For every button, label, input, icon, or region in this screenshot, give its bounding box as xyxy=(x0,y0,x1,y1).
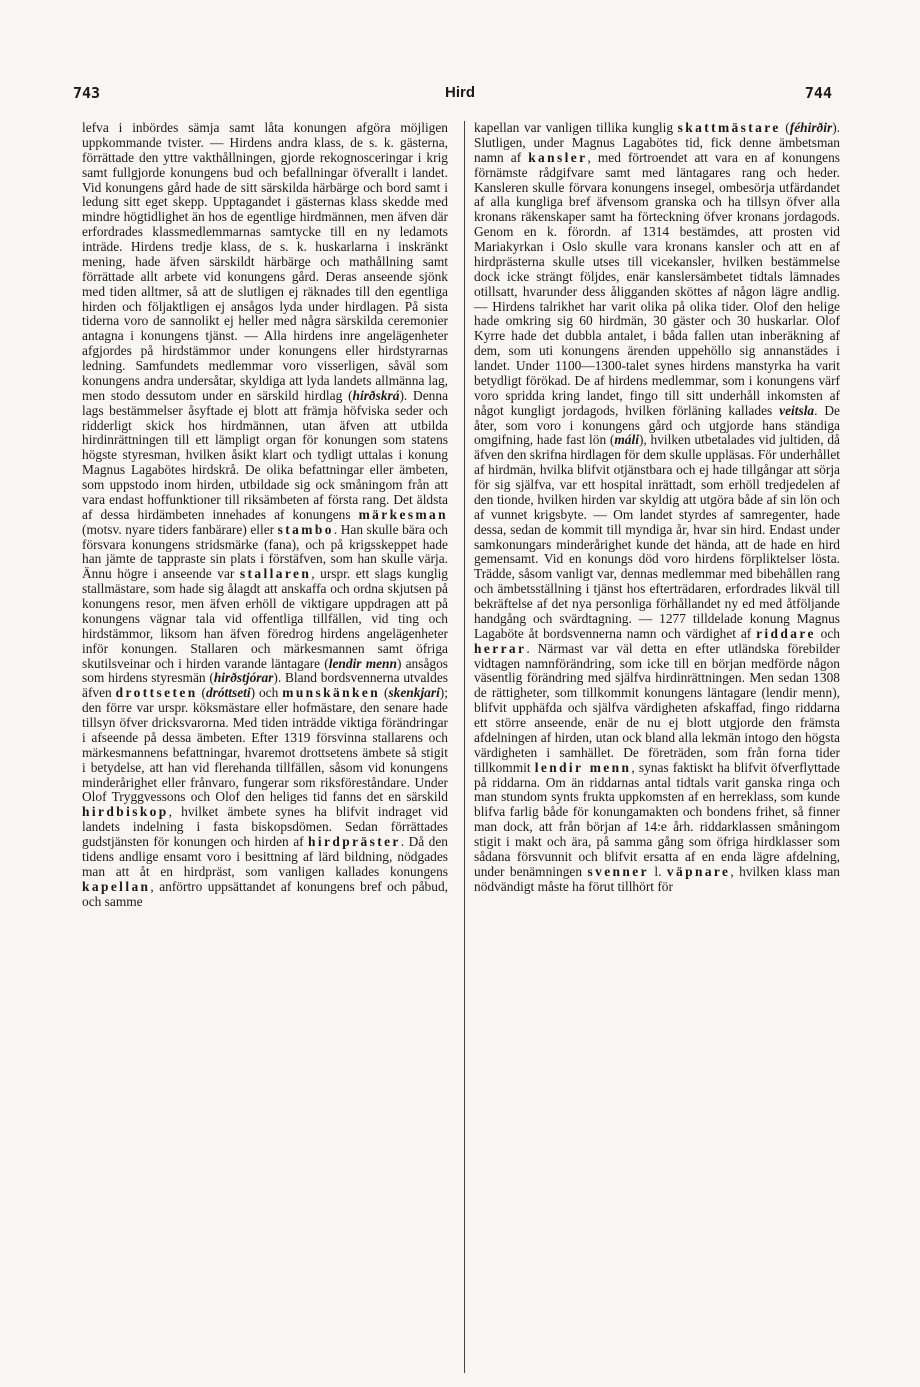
term-italic: veitsla xyxy=(779,402,815,418)
term-italic: skenkjari xyxy=(388,685,440,701)
text-run: . De åter, som voro i konungens gård och utgjorde hans ständiga omgifning, hade fast lön ( xyxy=(474,402,840,448)
column-divider xyxy=(464,121,465,1373)
term-italic: féhirðir xyxy=(789,121,833,135)
text-run: (motsv. nyare tiders fanbärare) eller xyxy=(82,521,278,537)
text-run: . Han skulle bära och försvara konungens stridsmärke (fana), och på krigsskeppet hade han jämte de tappraste sin plats i förstäfven, som han skulle värja. Ännu högre i anseende var xyxy=(82,521,448,582)
page-header xyxy=(0,84,920,108)
term-spaced: väpnare xyxy=(666,863,731,879)
text-run: l. xyxy=(648,863,667,879)
page-number-left: 743 xyxy=(73,84,101,102)
term-italic: máli xyxy=(614,432,639,448)
text-run: . Närmast var väl detta en efter utländska förebilder vidtagen namnförändring, som icke till en början medförde någon väsentlig förändring med själfva hirdinrättningen. Men sedan 1308 de rättigheter, som tillkommit konungens läntagare (lendir menn), blifvit upphäfda och själfva värdigheten afskaffad, fingo riddarna ett större anseende, enär de nu ej blott utgjorde den främsta afdelningen af hirden, utan ock bland alla lekmän intogo den högsta värdigheten i samhället. De företräden, som från forna tider tillkommit xyxy=(474,640,840,775)
text-run: ) ansågos som hirdens styresmän ( xyxy=(82,655,448,686)
term-spaced: lendir menn xyxy=(534,759,632,775)
text-run: ). Denna lags bestämmelser åsyftade ej blott att främja höfviska seder och ridderligt skick hos hirdmännen, utan äfven att utbilda hirdinrättningen till ett lämpligt organ för konungen som statens högste styresman, hvilken åsikt klart och tydligt uttalas i konung Magnus Lagabötes hirdskrå. De olika befattningar eller ämbeten, som uppstodo inom hirden, utbildade sig ock småningom från att vara endast hoffunktioner till riksämbeten af första rang. Det äldsta af dessa hirdämbeten innehades af konungens xyxy=(82,387,448,522)
term-spaced: svenner xyxy=(587,863,649,879)
text-run: ( xyxy=(780,121,790,135)
right-column-text xyxy=(474,121,840,895)
text-run: ). Slutligen, under Magnus Lagabötes tid, fick denne ämbetsman namn af xyxy=(474,121,840,165)
term-spaced: munskänken xyxy=(282,685,381,701)
text-run: ). Bland bordsvennerna utvaldes äfven xyxy=(82,670,448,701)
text-run: ); den förre var urspr. köksmästare eller hofmästare, den senare hade tillsyn öfver dricksvarorna. Med tiden inträdde viktiga förändringar i afseende på dessa ämbeten. Efter 1319 försvinna stallarens och märkesmannens befattningar, hvaremot drottsetens ämbete så stigit i betydelse, att han vid flerehanda tillfällen, såsom vid konungens minderårighet eller frånvaro, fungerar som riksföreståndare. Under Olof Tryggvessons och Olof den heliges tid fanns det en särskild xyxy=(82,685,448,805)
term-italic: dróttseti xyxy=(205,685,251,701)
text-run: , anförtro uppsättandet af konungens bref och påbud, och samme xyxy=(82,878,448,909)
term-spaced: kapellan xyxy=(82,878,151,894)
term-italic: lendir menn xyxy=(328,655,397,671)
term-spaced: stallaren xyxy=(239,566,312,582)
text-run: , hvilken klass man nödvändigt måste ha förut tillhört för xyxy=(474,863,840,894)
term-spaced: drottseten xyxy=(115,685,198,701)
term-spaced: herrar xyxy=(474,640,527,656)
term-italic: hirðskrá xyxy=(352,387,400,403)
text-run: , synas faktiskt ha blifvit öfverflyttade på riddarna. Om än riddarnas antal tidtals varit ganska ringa och man stundom synts frukta uppkomsten af en herreklass, som kunde blifva farlig både för konungamakten och bondens frihet, så finner man dock, att från början af 14:e årh. riddarklassen småningom stigit i makt och ära, på samma gång som öfriga hirdklasser som sådana försvunnit och blifvit ersatta af en enda lägre afdelning, under benämningen xyxy=(474,759,840,879)
text-run: ), hvilken utbetalades vid jultiden, då äfven den skrifna hirdlagen för dem skulle uppläsas. För underhållet af hirdmän, hvilka blifvit otjänstbara och ej hade tillgångar att sörja för sig själfva, var ett hospital inrättadt, som erhöll tredjedelen af den tionde, hvilken hirden var skyldig att utgöra både af sin lön och af vunnet krigsbyte. — Om landet styrdes af samregenter, hade dessa, sedan de kommit till myndiga år, hvar sin hird. Endast under samkonungars minderårighet kunde det hända, att de hade en hird gemensamt. Vid en konungs död voro hirdens förpliktelser lösta. Trädde, såsom vanligt var, dennas medlemmar med bibehållen rang och ämbetsställning i tjänst hos efterträdaren, erfordrades likväl till bekräftelse af det nya personliga förhållandet ny ed med åtföljande handgång och svärdtagning. — 1277 tilldelade konung Magnus Lagaböte åt bordsvennerna namn och värdighet af xyxy=(474,432,840,641)
text-run: , med förtroendet att vara en af konungens förnämste rådgifvare samt med läntagares rang och heder. Kansleren skulle förvara konungens insegel, ombesörja utfärdandet af alla kungliga bref äfvensom granska och ha tillsyn öfver alla kronans räkenskaper samt ha förteckning öfver kronans jordagods. Genom en k. förordn. af 1314 bestämdes, att prosten vid Mariakyrkan i Oslo skulle vara kronans kansler och att en af hirdprästerna skulle utses till vicekansler, hvilken bestämmelse dock icke strängt följdes, enär kanslersämbetet tidtals lämnades otillsatt, hvarunder dess åligganden sköttes af någon lägre andlig. — Hirdens talrikhet har varit olika på olika tider. Olof den helige hade omkring sig 60 hirdmän, 30 gäster och 30 huskarlar. Olof Kyrre hade det dubbla antalet, i båda fallen utan inberäkning af dem, som uti konungens ärenden uppehöllo sig annanstädes i landet. Under 1100—1300-talet synes hirdens manstyrka ha varit betydligt förökad. De af hirdens medlemmar, som i konungens värf voro spridda kring landet, fingo till sitt underhåll inkomsten af något kungligt jordagods, hvilken förläning kallades xyxy=(474,149,840,418)
term-spaced: kansler xyxy=(528,149,588,165)
text-run: ) och xyxy=(250,685,283,701)
term-spaced: riddare xyxy=(756,625,816,641)
term-spaced: hirdbiskop xyxy=(82,804,169,820)
term-spaced: skattmästare xyxy=(677,121,781,135)
left-column-text xyxy=(82,121,448,909)
running-head-title: Hird xyxy=(445,84,475,101)
text-run: ( xyxy=(380,685,389,701)
text-run: ( xyxy=(197,685,206,701)
text-run: , hvilket ämbete synes ha blifvit indraget vid landets indelning i fasta biskopsdömen. Sedan förrättades gudstjänsten för konungen och hirden af xyxy=(82,804,448,849)
term-spaced: märkesman xyxy=(358,506,448,522)
text-run: lefva i inbördes sämja samt låta konungen afgöra möjligen uppkommande tvister. — Hirdens andra klass, de s. k. gästerna, förrättade den yttre vakthållningen, gjorde rekognosceringar i krig samt fullgjorde konungens bud och befallningar öfverallt i landet. Vid konungens gård hade de sitt särskilda härbärge och bord samt i ledung sitt eget skepp. Upptagandet i gästernas klass skedde med mindre högtidlighet än hos de egentlige hirdmännen, men äfven där erfordrades klassmedlemmarnas samtycke till en ny ledamots inträde. Hirdens tredje klass, de s. k. huskarlarna i inskränkt mening, hade äfven särskildt härbärge och mathållning samt förrättade allt arbete vid konungens gård. Deras anseende sjönk med tiden alltmer, så att de slutligen ej räknades till den egentliga hirden och följaktligen ej ansågos lyda under hirdlagen. På sista tiderna voro de sannolikt ej heller med några särskilda ceremonier antagna i konungens tjänst. — Alla hirdens inre angelägenheter afgjordes på hirdstämmor under konungens eller hirdstyrarnas ledning. Samfundets medlemmar voro visserligen, såväl som konungens andra undersåtar, skyldiga att lyda landets allmänna lag, men stodo dessutom under en särskild hirdlag ( xyxy=(82,121,448,403)
page-number-right: 744 xyxy=(804,84,832,102)
left-column xyxy=(82,121,448,1373)
text-run: , urspr. ett slags kunglig stallmästare, som hade sig ålagdt att anskaffa och ordna skjutsen på konungens resor, men äfven erhöll de viktigare uppdragen att på konungens vägnar tala vid offentliga tillfällen, vid ting och hirdstämmor, liksom han äfven föredrog hirdens angelägenheter inför konungen. Stallaren och märkesmannen samt öfriga skutilsveinar och i hirden varande läntagare ( xyxy=(82,566,448,671)
text-run: kapellan var vanligen tillika kunglig xyxy=(474,121,678,135)
text-run: och xyxy=(815,625,840,641)
right-column xyxy=(474,121,840,1373)
text-run: . Då den tidens andlige ensamt voro i besittning af lärd bildning, nödgades man att åt en hirdpräst, som vanligen kallades konungens xyxy=(82,834,448,879)
term-spaced: hirdpräster xyxy=(308,834,401,849)
term-italic: hirðstjórar xyxy=(213,670,274,686)
term-spaced: stambo xyxy=(277,521,334,537)
